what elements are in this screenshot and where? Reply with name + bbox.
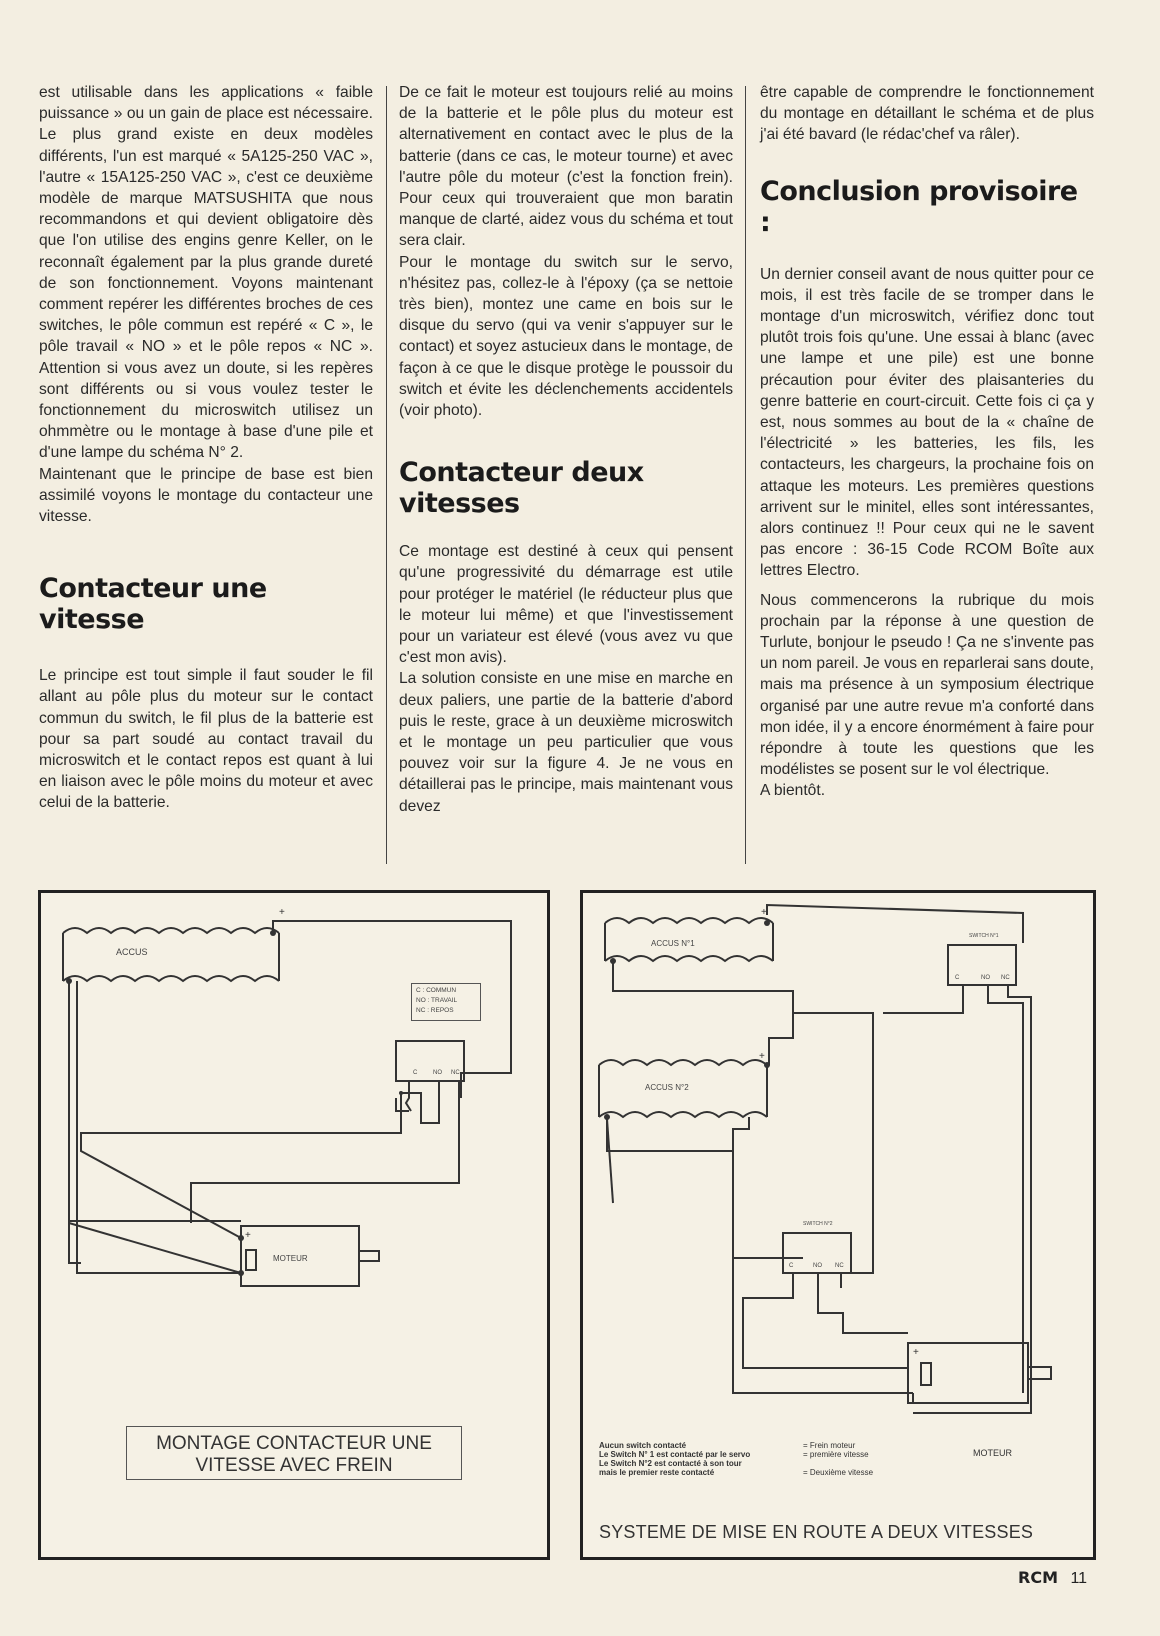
legend-motor-label: MOTEUR bbox=[973, 1448, 1012, 1458]
motor-plus-label: + bbox=[245, 1230, 251, 1241]
page-number: 11 bbox=[1070, 1570, 1088, 1587]
section-heading-two-speed: Contacteur deux vitesses bbox=[399, 457, 644, 520]
col2-paragraph: De ce fait le moteur est toujours relié au moins de la batterie et le pôle plus du moteur est alternativement en contact avec le plus de la batterie (dans ce cas, le moteur tourne) et avec l'autre pôle du moteur (c'est la fonction frein). Pour ceux qui trouveraient que mon baratin manque de clarté, aidez vous du schéma et tout sera clair. bbox=[399, 84, 733, 250]
section-heading-conclusion: Conclusion provisoire : bbox=[760, 175, 1078, 238]
magazine-name: RCM bbox=[1018, 1568, 1058, 1587]
key-common: C : COMMUN bbox=[416, 987, 457, 994]
column-2 bbox=[399, 82, 733, 817]
legend-conditions bbox=[599, 1441, 750, 1477]
legend-result: = Frein moteur bbox=[803, 1441, 856, 1450]
figure-two-caption: SYSTEME DE MISE EN ROUTE A DEUX VITESSES bbox=[599, 1522, 1034, 1542]
legend-results bbox=[803, 1441, 873, 1477]
col3-paragraph: Nous commencerons la rubrique du mois prochain par la réponse à une question de Turlute, bonjour le pseudo ! Ça ne s'invente pas un nom pareil. Je vous en reparlerai sans doute, mais ma présence à un symposium électrique organisé par une autre revue m'a conforté dans mon idée, il y a encore énormément à faire pour répondre à toute les questions que les modélistes se posent sur le vol électrique. bbox=[760, 591, 1094, 779]
sw2-pin-nc: NC bbox=[835, 1263, 844, 1269]
pin-no-label: NO bbox=[433, 1070, 442, 1076]
col2-paragraph: La solution consiste en une mise en marche en deux paliers, une partie de la batterie d'abord puis le reste, grace à un deuxième microswitch et le montage un peu particulier que vous pouvez voir sur la figure 4. Je ne vous en détaillerai pas le principe, mais maintenant vous devez bbox=[399, 670, 733, 815]
col3-paragraph: être capable de comprendre le fonctionnement du montage en détaillant le schéma et de plus j'ai été bavard (le rédac'chef va râler). bbox=[760, 84, 1094, 144]
legend-item: Aucun switch contacté bbox=[599, 1441, 687, 1450]
col1-paragraph: Maintenant que le principe de base est bien assimilé voyons le montage du contacteur une vitesse. bbox=[39, 465, 373, 526]
pin-nc-label: NC bbox=[451, 1070, 460, 1076]
battery-1-plus: + bbox=[761, 907, 767, 918]
key-repos: NC : REPOS bbox=[416, 1007, 454, 1014]
switch-1-label: SWITCH N°1 bbox=[969, 933, 999, 939]
figure-one-speed-schematic bbox=[38, 890, 550, 1560]
key-travail: NO : TRAVAIL bbox=[416, 997, 458, 1004]
legend-item: Le Switch N° 1 est contacté par le servo bbox=[599, 1450, 751, 1459]
sw1-pin-nc: NC bbox=[1001, 975, 1010, 981]
battery-1-label: ACCUS N°1 bbox=[651, 939, 695, 948]
caption-line-2: VITESSE AVEC FREIN bbox=[195, 1455, 393, 1476]
col2-paragraph: Ce montage est destiné à ceux qui pensent qu'une progressivité du démarrage est utile pour protéger le matériel (le réducteur plus que le moteur lui même) et que l'investissement pour un variateur est élevé (vous avez vu que c'est mon avis). bbox=[399, 543, 733, 667]
sw1-pin-no: NO bbox=[981, 975, 990, 981]
legend-result bbox=[803, 1459, 873, 1468]
legend-result: = première vitesse bbox=[803, 1450, 869, 1459]
sw1-pin-c: C bbox=[955, 975, 960, 981]
column-3 bbox=[760, 82, 1094, 802]
pin-c-label: C bbox=[413, 1070, 418, 1076]
sw2-pin-c: C bbox=[789, 1263, 794, 1269]
battery-label: ACCUS bbox=[116, 947, 148, 957]
legend-item: mais le premier reste contacté bbox=[599, 1468, 715, 1477]
caption-line-1: MONTAGE CONTACTEUR UNE bbox=[156, 1433, 432, 1454]
col3-paragraph: A bientôt. bbox=[760, 782, 826, 800]
motor-plus: + bbox=[913, 1347, 919, 1358]
col1-paragraph: Le principe est tout simple il faut souder le fil allant au pôle plus du moteur sur le contact commun du switch, le fil plus de la batterie est pour sa part soudé au contact travail du microswitch et le contact repos est quant à lui en liaison avec le pôle moins du moteur et avec celui de la batterie. bbox=[39, 667, 373, 812]
battery-outline-top bbox=[63, 928, 279, 933]
switch-2-label: SWITCH N°2 bbox=[803, 1221, 833, 1227]
col3-paragraph: Un dernier conseil avant de nous quitter pour ce mois, il est très facile de se tromper dans le montage d'un microswitch, vérifiez donc tout plutôt trois fois qu'une. Une essai à blanc (avec une lampe et une pile) est une bonne précaution pour éviter des plaisanteries du genre batterie en court-circuit. Cette fois ci ça y est, nous sommes au bout de la « chaîne de l'électricité » les batteries, les fils, les contacteurs, les chargeurs, la prochaine fois on attaque les moteurs. Les premières questions arrivent sur le minitel, elles sont intéressantes, alors continuez !! Pour ceux qui ne le savent pas encore : 36-15 Code RCOM Boîte aux lettres Electro. bbox=[760, 265, 1094, 580]
col2-paragraph: Pour le montage du switch sur le servo, n'hésitez pas, collez-le à l'époxy (ça se nettoie très bien), montez une came en bois sur le disque du servo (qui va venir s'appuyer sur le contact) et soyez astucieux dans le montage, de façon à ce que le disque protège le poussoir du switch et évite les déclenchements accidentels (voir photo). bbox=[399, 253, 733, 420]
column-divider bbox=[386, 86, 387, 864]
column-1 bbox=[39, 82, 373, 814]
battery-2-outline bbox=[599, 1060, 767, 1065]
figure-two-speed-schematic bbox=[580, 890, 1096, 1560]
sw2-pin-no: NO bbox=[813, 1263, 822, 1269]
page-footer bbox=[1018, 1568, 1087, 1588]
legend-result: = Deuxième vitesse bbox=[803, 1468, 874, 1477]
figure-one-caption bbox=[126, 1426, 462, 1480]
battery-1-outline bbox=[605, 918, 773, 923]
battery-2-label: ACCUS N°2 bbox=[645, 1083, 689, 1092]
battery-plus-label: + bbox=[279, 907, 285, 918]
pin-key-box bbox=[411, 983, 481, 1021]
legend-item: Le Switch N°2 est contacté à son tour bbox=[599, 1459, 742, 1468]
battery-2-plus: + bbox=[759, 1051, 765, 1062]
motor-body bbox=[908, 1343, 1028, 1403]
col1-paragraph: est utilisable dans les applications « faible puissance » ou un gain de place est nécessaire. Le plus grand existe en deux modèles différents, l'un est marqué « 5A125-250 VAC », l'autre « 15A125-250 VAC », c'est ce deuxième modèle de marque MATSUSHITA que nous recommandons et qui devient obligatoire dès que l'on utilise des engins genre Keller, on le reconnaît également par la plus grande dureté de son fonctionnement. Voyons maintenant comment repérer les différentes broches de ces switches, le pôle commun est repéré « C », le pôle travail « NO » et le pôle repos « NC ». Attention si vous avez un doute, si les repères sont différents ou si vous voulez tester le fonctionnement du microswitch utilisez un ohmmètre ou le montage à base d'une pile et d'une lampe du schéma N° 2. bbox=[39, 84, 373, 462]
motor-label: MOTEUR bbox=[273, 1254, 308, 1263]
column-divider bbox=[745, 86, 746, 864]
section-heading-one-speed: Contacteur une vitesse bbox=[39, 573, 267, 636]
